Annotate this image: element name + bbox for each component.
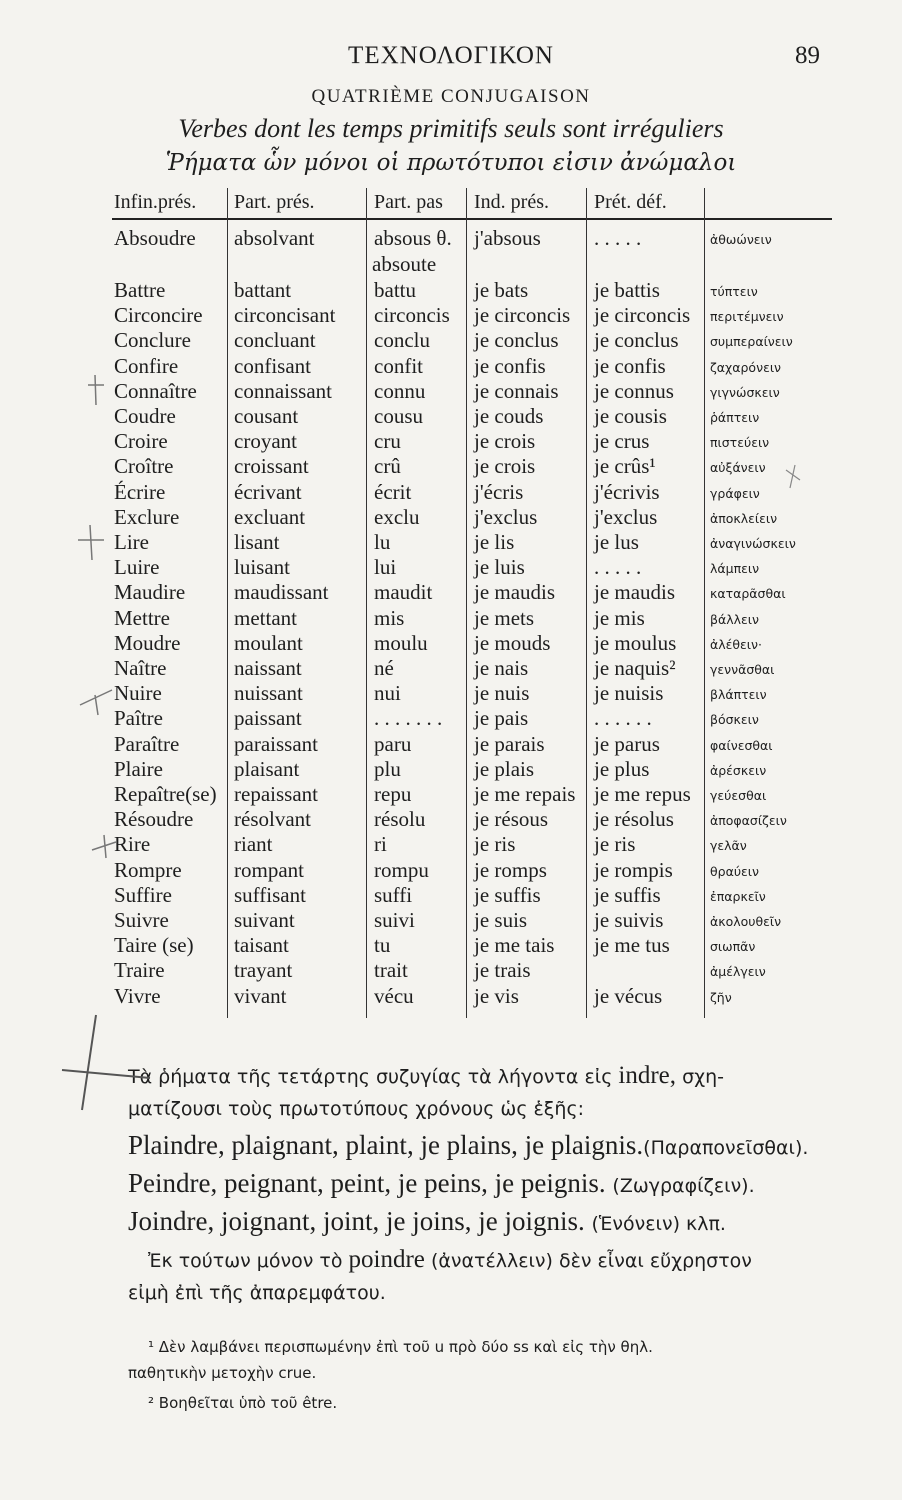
cell-past-participle: trait <box>374 958 408 983</box>
table-row <box>112 656 832 681</box>
cell-present-indicative: je couds <box>474 404 544 428</box>
cell-infinitive: Paraître <box>114 731 180 756</box>
footnote-1-mark: ¹ <box>148 1338 155 1356</box>
cell-greek-translation: γελᾶν <box>710 838 747 854</box>
cell-past-participle: paru <box>374 731 412 756</box>
cell-infinitive: Conclure <box>114 328 191 353</box>
cell-infinitive: Coudre <box>114 404 176 428</box>
cell-present-participle: riant <box>234 832 273 857</box>
running-head <box>0 38 902 74</box>
cell-greek-translation: γεύεσθαι <box>710 788 767 803</box>
cell-greek-translation: βλάπτειν <box>710 687 767 703</box>
cell-infinitive: Naître <box>114 656 167 680</box>
cell-greek-translation: συμπεραίνειν <box>710 334 793 350</box>
cell-present-indicative: je ris <box>474 832 516 857</box>
cell-infinitive: Mettre <box>114 605 170 630</box>
footnote-2-mark: ² <box>148 1394 155 1412</box>
cell-present-participle: battant <box>234 278 292 302</box>
cell-present-indicative: je trais <box>474 958 531 983</box>
cell-infinitive: Croître <box>114 454 174 479</box>
cell-greek-translation: καταρᾶσθαι <box>710 586 786 602</box>
table-row <box>112 706 832 731</box>
cell-preterite: . . . . . <box>594 226 642 250</box>
table-row <box>112 807 832 832</box>
plaindre-french: Plaindre, plaignant, plaint, je plains, je plaignis. <box>128 1130 644 1160</box>
peindre-greek: (Ζωγραφίζειν). <box>612 1175 755 1197</box>
cell-infinitive: Nuire <box>114 681 162 706</box>
cell-preterite: je lus <box>594 530 639 554</box>
cell-infinitive: Battre <box>114 278 166 302</box>
cell-past-participle: suivi <box>374 908 415 932</box>
cell-greek-translation: ἀμέλγειν <box>710 964 766 980</box>
cell-past-participle: maudit <box>374 580 433 605</box>
cell-infinitive: Absoudre <box>114 226 196 250</box>
cell-infinitive: Rompre <box>114 857 182 882</box>
cell-past-participle: lu <box>374 530 391 554</box>
cell-preterite: je crûs¹ <box>594 454 656 479</box>
cell-preterite: je confis <box>594 353 666 378</box>
header-present-participle: Part. prés. <box>234 191 315 213</box>
cell-present-indicative: je conclus <box>474 328 559 353</box>
indre-word: indre, <box>618 1062 677 1089</box>
cell-past-participle: vécu <box>374 983 414 1008</box>
cell-past-participle: né <box>374 656 394 680</box>
cell-past-participle: mis <box>374 605 405 630</box>
table-row <box>112 631 832 656</box>
cell-present-participle: lisant <box>234 530 280 554</box>
cell-present-participle: absolvant <box>234 226 315 250</box>
table-row <box>112 404 832 429</box>
table-row <box>112 278 832 303</box>
cell-present-participle: nuissant <box>234 681 303 706</box>
cell-infinitive: Plaire <box>114 756 163 781</box>
cell-greek-translation: σιωπᾶν <box>710 939 756 955</box>
table-row <box>112 732 832 757</box>
cell-preterite: je me tus <box>594 933 670 958</box>
table-row <box>112 933 832 958</box>
cell-past-participle: suffi <box>374 882 413 907</box>
cell-past-participle: circoncis <box>374 303 450 328</box>
cell-present-participle: circoncisant <box>234 303 336 328</box>
cell-past-participle: conclu <box>374 328 430 353</box>
cell-present-indicative: je nuis <box>474 681 530 706</box>
cell-past-participle: cousu <box>374 404 423 428</box>
cell-present-participle: croissant <box>234 454 309 479</box>
cell-present-indicative: je parais <box>474 731 545 756</box>
cell-greek-translation: ἀρέσκειν <box>710 762 767 778</box>
cell-greek-translation: ἀναγινώσκειν <box>710 536 796 551</box>
cell-infinitive: Résoudre <box>114 807 194 832</box>
cell-preterite: je maudis <box>594 580 676 605</box>
page-number: 89 <box>795 42 820 69</box>
cell-greek-translation: βάλλειν <box>710 611 759 627</box>
cell-preterite: je parus <box>594 731 660 756</box>
cell-past-participle: rompu <box>374 857 429 882</box>
cell-greek-translation: γεννᾶσθαι <box>710 662 775 677</box>
cell-past-participle: écrit <box>374 479 412 504</box>
cell-present-indicative: je bats <box>474 278 529 302</box>
cell-present-participle: paraissant <box>234 731 318 756</box>
cell-present-indicative: je suffis <box>474 882 541 907</box>
cell-past-participle: cru <box>374 429 401 454</box>
cell-present-indicative: je résous <box>474 807 549 832</box>
cell-present-participle: croyant <box>234 429 297 454</box>
pencil-cross-mark <box>80 690 112 715</box>
peindre-french: Peindre, peignant, peint, je peins, je peignis. <box>128 1168 606 1198</box>
cell-present-indicative: je connais <box>474 378 559 403</box>
cell-preterite: je naquis² <box>594 656 676 680</box>
cell-present-participle: luisant <box>234 555 290 580</box>
cell-infinitive: Connaître <box>114 378 197 403</box>
pencil-cross-mark <box>78 525 104 560</box>
cell-present-participle: écrivant <box>234 479 302 504</box>
cell-past-participle: . . . . . . . <box>374 706 443 731</box>
cell-preterite: je rompis <box>594 857 673 882</box>
cell-greek-translation: ῥάπτειν <box>710 410 760 425</box>
table-row <box>112 782 832 807</box>
footnote-2-text: Βοηθεῖται ὑπὸ τοῦ être. <box>158 1394 338 1412</box>
cell-infinitive: Circoncire <box>114 303 203 328</box>
table-row <box>112 226 832 251</box>
table-row <box>112 681 832 706</box>
cell-preterite: je crus <box>594 429 650 454</box>
cell-infinitive: Suffire <box>114 882 172 907</box>
cell-present-participle: suivant <box>234 908 295 932</box>
cell-greek-translation: ἀθωώνειν <box>710 232 772 247</box>
cell-present-indicative: je mouds <box>474 630 551 655</box>
cell-past-participle: ri <box>374 832 387 857</box>
cell-greek-translation: λάμπειν <box>710 561 760 577</box>
cell-past-participle: résolu <box>374 807 426 832</box>
cell-present-participle: paissant <box>234 706 302 731</box>
cell-present-participle: concluant <box>234 328 316 353</box>
cell-preterite: j'écrivis <box>594 479 660 504</box>
table-row <box>112 757 832 782</box>
footnote-1-continued: παθητικὴν μετοχὴν crue. <box>128 1364 317 1382</box>
cell-preterite: je suivis <box>594 908 664 932</box>
cell-present-participle: trayant <box>234 958 293 983</box>
cell-preterite: je plus <box>594 756 650 781</box>
cell-past-participle: battu <box>374 278 416 302</box>
table-header <box>112 188 832 220</box>
cell-greek-translation: ἐπαρκεῖν <box>710 888 766 904</box>
cell-greek-translation: θραύειν <box>710 863 760 879</box>
peindre-line <box>128 1168 848 1199</box>
cell-greek-translation: ζῆν <box>710 989 732 1005</box>
cell-past-participle: lui <box>374 555 397 580</box>
cell-present-participle: moulant <box>234 630 303 655</box>
header-present-indicative: Ind. prés. <box>474 191 549 213</box>
table-row <box>112 530 832 555</box>
cell-past-participle: confit <box>374 353 423 378</box>
cell-greek-translation: πιστεύειν <box>710 435 770 451</box>
cell-preterite: je circoncis <box>594 303 691 328</box>
cell-greek-translation: βόσκειν <box>710 712 759 728</box>
cell-present-participle: confisant <box>234 353 311 378</box>
cell-infinitive: Taire (se) <box>114 933 194 958</box>
cell-preterite: . . . . . . <box>594 706 652 731</box>
table-row <box>112 984 832 1009</box>
table-row <box>112 328 832 353</box>
header-infinitive: Infin.prés. <box>114 191 197 213</box>
cell-infinitive: Moudre <box>114 630 181 655</box>
cell-greek-translation: γιγνώσκειν <box>710 384 780 400</box>
cell-infinitive: Luire <box>114 555 160 580</box>
indre-note-line-1 <box>128 1062 848 1090</box>
plaindre-greek: (Παραπονεῖσθαι). <box>643 1137 809 1159</box>
cell-greek-translation: ἀποφασίζειν <box>710 813 787 829</box>
cell-present-indicative: je circoncis <box>474 303 571 328</box>
table-row <box>112 505 832 530</box>
cell-present-indicative: je lis <box>474 530 515 554</box>
cell-preterite: je résolus <box>594 807 674 832</box>
cell-present-participle: naissant <box>234 656 302 680</box>
plaindre-line <box>128 1130 848 1161</box>
cell-infinitive: Maudire <box>114 580 186 605</box>
section-subtitle-french: Verbes dont les temps primitifs seuls sont irréguliers <box>178 114 724 143</box>
cell-infinitive: Repaître(se) <box>114 782 217 806</box>
cell-present-participle: mettant <box>234 605 297 630</box>
cell-past-participle: absous θ. <box>374 226 452 250</box>
indre-note-line-2: ματίζουσι τοὺς πρωτοτύπους χρόνους ὡς ἑξῆς: <box>128 1098 584 1120</box>
cell-present-indicative: je confis <box>474 353 546 378</box>
table-row <box>112 606 832 631</box>
poindre-note-line-2: εἰμὴ ἐπὶ τῆς ἀπαρεμφάτου. <box>128 1282 386 1304</box>
cell-present-indicative: je vis <box>474 983 519 1008</box>
cell-past-participle: connu <box>374 378 426 403</box>
cell-past-participle: exclu <box>374 504 420 529</box>
cell-infinitive: Traire <box>114 958 165 983</box>
cell-infinitive: Paître <box>114 706 163 731</box>
cell-preterite: je nuisis <box>594 681 664 706</box>
pencil-cross-mark <box>88 375 104 405</box>
cell-infinitive: Lire <box>114 530 149 554</box>
cell-greek-translation: ἀλέθειν· <box>710 636 762 652</box>
section-subtitle-greek: Ῥήματα ὧν μόνοι οἱ πρωτότυποι εἰσιν ἀνώμαλοι <box>165 150 737 176</box>
section-title: QUATRIÈME CONJUGAISON <box>311 86 591 107</box>
cell-preterite: je conclus <box>594 328 679 353</box>
cell-present-participle: cousant <box>234 404 299 428</box>
cell-present-indicative: je luis <box>474 555 525 580</box>
table-row <box>112 580 832 605</box>
cell-past-participle: nui <box>374 681 401 706</box>
cell-present-participle: connaissant <box>234 378 332 403</box>
table-row <box>112 379 832 404</box>
table-row <box>112 883 832 908</box>
cell-preterite: je cousis <box>594 404 667 428</box>
cell-present-indicative: je pais <box>474 706 529 731</box>
cell-preterite: je battis <box>594 278 660 302</box>
cell-infinitive: Rire <box>114 832 151 857</box>
cell-present-participle: vivant <box>234 983 287 1008</box>
cell-preterite: je vécus <box>594 983 663 1008</box>
cell-past-participle: repu <box>374 782 412 806</box>
extra-participle-line: absoute <box>372 252 437 276</box>
cell-present-participle: suffisant <box>234 882 306 907</box>
cell-preterite: je mis <box>594 605 645 630</box>
cell-infinitive: Suivre <box>114 908 169 932</box>
joindre-french: Joindre, joignant, joint, je joins, je joignis. <box>128 1206 585 1236</box>
cell-greek-translation: ἀποκλείειν <box>710 510 778 526</box>
cell-preterite: je me repus <box>594 782 691 806</box>
cell-infinitive: Écrire <box>114 479 166 504</box>
footnote-1-text: Δὲν λαμβάνει περισπωμένην ἐπὶ τοῦ u πρὸ δύο ss καὶ εἰς τὴν θηλ. <box>158 1338 653 1356</box>
poindre-note-b: (ἀνατέλλειν) δὲν εἶναι εὔχρηστον <box>430 1250 752 1272</box>
table-row <box>112 908 832 933</box>
cell-greek-translation: γράφειν <box>710 485 760 501</box>
table-row <box>112 832 832 857</box>
cell-present-participle: taisant <box>234 933 289 958</box>
cell-present-participle: excluant <box>234 504 306 529</box>
cell-present-indicative: je me repais <box>474 782 576 806</box>
cell-greek-translation: ἀκολουθεῖν <box>710 914 782 929</box>
cell-past-participle: tu <box>374 933 391 958</box>
cell-infinitive: Confire <box>114 353 179 378</box>
cell-present-indicative: j'écris <box>474 479 524 504</box>
table-row <box>112 958 832 983</box>
cell-past-participle: plu <box>374 756 401 781</box>
cell-present-indicative: je maudis <box>474 580 556 605</box>
header-past-participle: Part. pas <box>374 191 443 213</box>
table-row <box>112 858 832 883</box>
cell-present-indicative: je mets <box>474 605 535 630</box>
table-row <box>112 303 832 328</box>
table-row <box>112 429 832 454</box>
cell-present-indicative: je romps <box>474 857 547 882</box>
cell-present-indicative: je crois <box>474 454 536 479</box>
cell-present-participle: repaissant <box>234 782 318 806</box>
poindre-note-a: Ἐκ τούτων μόνον τὸ <box>148 1250 343 1272</box>
poindre-word: poindre <box>348 1246 425 1273</box>
table-row <box>112 354 832 379</box>
cell-preterite: . . . . . <box>594 555 642 580</box>
cell-present-participle: rompant <box>234 857 304 882</box>
cell-present-indicative: je crois <box>474 429 536 454</box>
cell-preterite: je ris <box>594 832 636 857</box>
indre-note-hyphen: σχη- <box>682 1066 724 1088</box>
cell-greek-translation: φαίνεσθαι <box>710 737 773 753</box>
cell-infinitive: Exclure <box>114 504 180 529</box>
cell-present-indicative: je suis <box>474 908 528 932</box>
cell-past-participle: moulu <box>374 630 428 655</box>
header-preterite: Prét. déf. <box>594 191 667 213</box>
cell-greek-translation: αὐξάνειν <box>710 460 766 476</box>
cell-greek-translation: τύπτειν <box>710 284 758 299</box>
cell-preterite: j'exclus <box>594 504 658 529</box>
running-title: ΤΕΧΝΟΛΟΓΙΚΟΝ <box>348 42 554 69</box>
poindre-note-line-1 <box>148 1246 868 1274</box>
cell-preterite: je suffis <box>594 882 661 907</box>
footnote-2 <box>148 1394 337 1412</box>
cell-present-participle: plaisant <box>234 756 300 781</box>
cell-past-participle: crû <box>374 454 401 479</box>
cell-greek-translation: περιτέμνειν <box>710 309 784 325</box>
cell-present-participle: maudissant <box>234 580 329 605</box>
indre-note-text: Τὰ ῥήματα τῆς τετάρτης συζυγίας τὰ λήγοντα εἰς <box>128 1066 613 1088</box>
footnote-1 <box>148 1338 653 1356</box>
cell-preterite: je connus <box>594 378 674 403</box>
joindre-greek: (Ἑνόνειν) κλπ. <box>591 1213 726 1235</box>
cell-greek-translation: ζαχαρόνειν <box>710 359 782 375</box>
cell-present-participle: résolvant <box>234 807 311 832</box>
joindre-line <box>128 1206 848 1237</box>
cell-present-indicative: j'absous <box>474 226 541 250</box>
table-row <box>112 454 832 479</box>
cell-present-indicative: je nais <box>474 656 529 680</box>
cell-infinitive: Vivre <box>114 983 161 1008</box>
cell-present-indicative: je plais <box>474 756 535 781</box>
cell-preterite: je moulus <box>594 630 677 655</box>
table-row <box>112 555 832 580</box>
table-row <box>112 480 832 505</box>
cell-present-indicative: j'exclus <box>474 504 538 529</box>
cell-infinitive: Croire <box>114 429 168 454</box>
cell-present-indicative: je me tais <box>474 933 555 958</box>
